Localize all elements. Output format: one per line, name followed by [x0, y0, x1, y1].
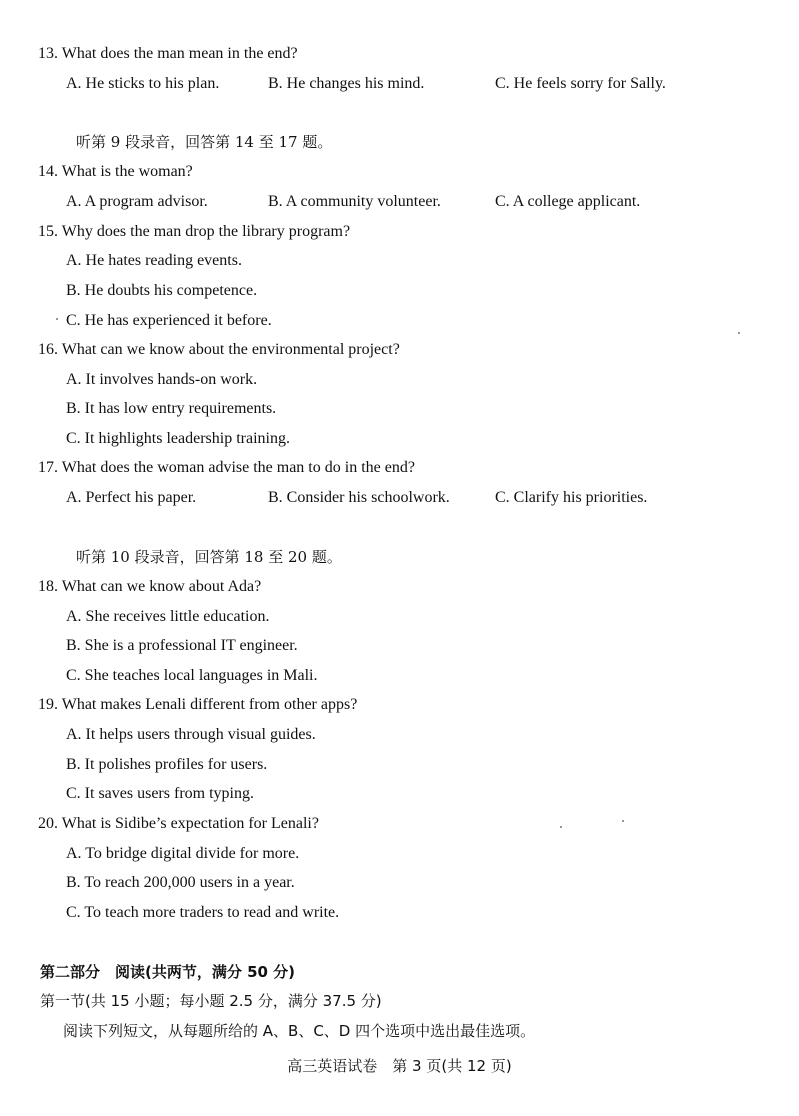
- scan-speck: [622, 820, 624, 822]
- question-16-option-b: B. It has low entry requirements.: [66, 400, 277, 417]
- question-18-option-a: A. She receives little education.: [66, 608, 270, 625]
- question-15-stem: 15. Why does the man drop the library program?: [38, 223, 351, 240]
- question-16-option-a: A. It involves hands-on work.: [66, 371, 258, 388]
- question-13-stem: 13. What does the man mean in the end?: [38, 45, 298, 62]
- question-15-option-a: A. He hates reading events.: [66, 252, 242, 269]
- question-14-stem: 14. What is the woman?: [38, 163, 193, 180]
- question-20-option-b: B. To reach 200,000 users in a year.: [66, 874, 295, 891]
- scan-speck: [56, 318, 58, 320]
- section-10-instruction: 听第 10 段录音，回答第 18 至 20 题。: [76, 548, 342, 566]
- part-2-heading: 第二部分 阅读(共两节，满分 50 分): [40, 963, 296, 981]
- question-19-option-b: B. It polishes profiles for users.: [66, 756, 268, 773]
- question-18-stem: 18. What can we know about Ada?: [38, 578, 262, 595]
- question-14-option-b: B. A community volunteer.: [268, 193, 441, 210]
- question-16-option-c: C. It highlights leadership training.: [66, 430, 290, 447]
- scan-speck: [560, 826, 562, 828]
- question-15-option-c: C. He has experienced it before.: [66, 312, 272, 329]
- question-17-option-c: C. Clarify his priorities.: [495, 489, 648, 506]
- question-13-option-b: B. He changes his mind.: [268, 75, 425, 92]
- question-20-stem: 20. What is Sidibe’s expectation for Lenali?: [38, 815, 319, 832]
- section-1-heading: 第一节(共 15 小题；每小题 2.5 分，满分 37.5 分): [40, 992, 382, 1010]
- question-20-option-c: C. To teach more traders to read and write.: [66, 904, 340, 921]
- scan-speck: [738, 332, 740, 334]
- question-14-option-a: A. A program advisor.: [66, 193, 208, 210]
- question-13-option-c: C. He feels sorry for Sally.: [495, 75, 666, 92]
- page-footer: 高三英语试卷 第 3 页(共 12 页): [287, 1057, 512, 1075]
- question-15-option-b: B. He doubts his competence.: [66, 282, 258, 299]
- question-13-option-a: A. He sticks to his plan.: [66, 75, 220, 92]
- question-14-option-c: C. A college applicant.: [495, 193, 641, 210]
- question-18-option-c: C. She teaches local languages in Mali.: [66, 667, 318, 684]
- question-17-stem: 17. What does the woman advise the man to do in the end?: [38, 459, 415, 476]
- question-19-option-a: A. It helps users through visual guides.: [66, 726, 316, 743]
- question-20-option-a: A. To bridge digital divide for more.: [66, 845, 300, 862]
- question-19-option-c: C. It saves users from typing.: [66, 785, 254, 802]
- question-19-stem: 19. What makes Lenali different from other apps?: [38, 696, 358, 713]
- question-16-stem: 16. What can we know about the environmental project?: [38, 341, 400, 358]
- question-17-option-a: A. Perfect his paper.: [66, 489, 197, 506]
- reading-instruction: 阅读下列短文，从每题所给的 A、B、C、D 四个选项中选出最佳选项。: [63, 1022, 536, 1040]
- question-18-option-b: B. She is a professional IT engineer.: [66, 637, 298, 654]
- question-17-option-b: B. Consider his schoolwork.: [268, 489, 450, 506]
- section-9-instruction: 听第 9 段录音，回答第 14 至 17 题。: [76, 133, 333, 151]
